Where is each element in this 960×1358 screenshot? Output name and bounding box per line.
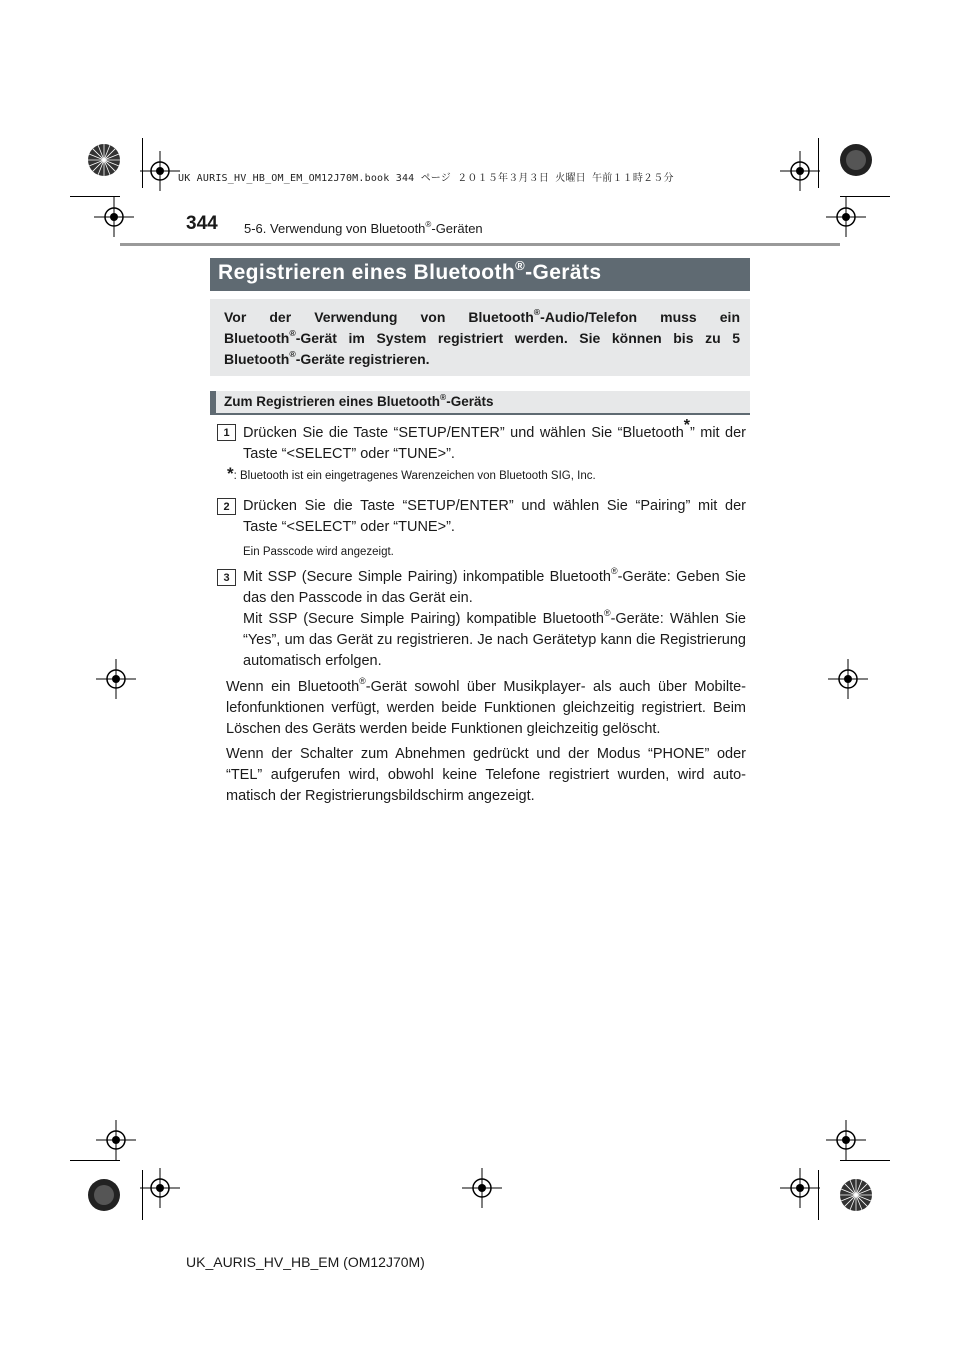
step-number-2: 2 bbox=[217, 498, 236, 515]
crop-line bbox=[840, 196, 890, 197]
section-title: Registrieren eines Bluetooth®-Geräts bbox=[218, 257, 602, 284]
chapter-heading: 5-6. Verwendung von Bluetooth®-Geräten bbox=[244, 219, 483, 236]
crosshair-target-icon bbox=[780, 151, 820, 191]
crosshair-target-icon bbox=[826, 1120, 866, 1160]
crosshair-target-icon bbox=[94, 197, 134, 237]
crosshair-target-icon bbox=[828, 659, 868, 699]
crop-line bbox=[818, 1170, 819, 1220]
book-info-line: UK AURIS_HV_HB_OM_EM_OM12J70M.book 344 ページ ２０１５年３月３日 火曜日 午前１１時２５分 bbox=[178, 173, 674, 184]
page-number: 344 bbox=[186, 213, 218, 234]
crop-line bbox=[840, 1160, 890, 1161]
registration-rosette-icon bbox=[87, 143, 121, 177]
header-rule bbox=[120, 243, 840, 246]
step-number-1: 1 bbox=[217, 424, 236, 441]
crop-line bbox=[142, 138, 143, 188]
body-paragraph-2: Wenn der Schalter zum Abnehmen gedrückt und der Modus “PHONE” oder “TEL” aufgerufen wird, obwohl keine Telefone registriert wurden, wird auto-matisch der Registrierungsbildschirm angezeigt. bbox=[226, 746, 746, 804]
section-title-bar bbox=[210, 258, 750, 291]
crop-line bbox=[70, 196, 120, 197]
step-2-text: Drücken Sie die Taste “SETUP/ENTER” und wählen Sie “Pairing” mit der Taste “<SELECT” oder “TUNE>”. bbox=[243, 498, 746, 535]
crosshair-target-icon bbox=[96, 1120, 136, 1160]
crosshair-target-icon bbox=[140, 151, 180, 191]
crosshair-target-icon bbox=[826, 197, 866, 237]
crop-line bbox=[70, 1160, 120, 1161]
subsection-title: Zum Registrieren eines Bluetooth®-Geräts bbox=[224, 391, 494, 409]
registration-rosette-icon bbox=[87, 1178, 121, 1212]
step-2-note: Ein Passcode wird angezeigt. bbox=[243, 546, 394, 558]
intro-text: Vor der Verwendung von Bluetooth®-Audio/Telefon muss ein Bluetooth®-Gerät im System registriert werden. Sie können bis zu 5 Bluetooth®-Geräte registrieren. bbox=[224, 307, 740, 367]
intro-box bbox=[210, 299, 750, 376]
step-number-3: 3 bbox=[217, 569, 236, 586]
crop-line bbox=[142, 1170, 143, 1220]
crop-line bbox=[818, 138, 819, 188]
step-1-text: Drücken Sie die Taste “SETUP/ENTER” und wählen Sie “Bluetooth*” mit der Taste “<SELECT” oder “TUNE>”. bbox=[243, 416, 747, 462]
footnote: *: Bluetooth ist ein eingetragenes Warenzeichen von Bluetooth SIG, Inc. bbox=[227, 464, 596, 483]
subsection-heading-bar bbox=[210, 391, 750, 415]
registration-rosette-icon bbox=[839, 143, 873, 177]
crosshair-target-icon bbox=[780, 1168, 820, 1208]
step-3-text-2: Mit SSP (Secure Simple Pairing) kompatible Bluetooth®-Geräte: Wählen Sie “Yes”, um das Gerät zu registrieren. Je nach Gerätetyp kann die Registrierung automatisch erfolgen. bbox=[243, 608, 747, 669]
body-paragraph-1: Wenn ein Bluetooth®-Gerät sowohl über Musikplayer- als auch über Mobilte-lefonfunktionen verfügt, werden beide Funktionen gleichzeitig registriert. Beim Löschen des Geräts werden beide Funktionen gleichzeitig gelöscht. bbox=[226, 676, 746, 737]
crosshair-target-icon bbox=[462, 1168, 502, 1208]
footer-model-code: UK_AURIS_HV_HB_EM (OM12J70M) bbox=[186, 1254, 425, 1270]
step-3-text-1: Mit SSP (Secure Simple Pairing) inkompatible Bluetooth®-Geräte: Geben Sie das den Passcode in das Gerät ein. bbox=[243, 566, 746, 606]
crosshair-target-icon bbox=[140, 1168, 180, 1208]
crosshair-target-icon bbox=[96, 659, 136, 699]
registration-rosette-icon bbox=[839, 1178, 873, 1212]
